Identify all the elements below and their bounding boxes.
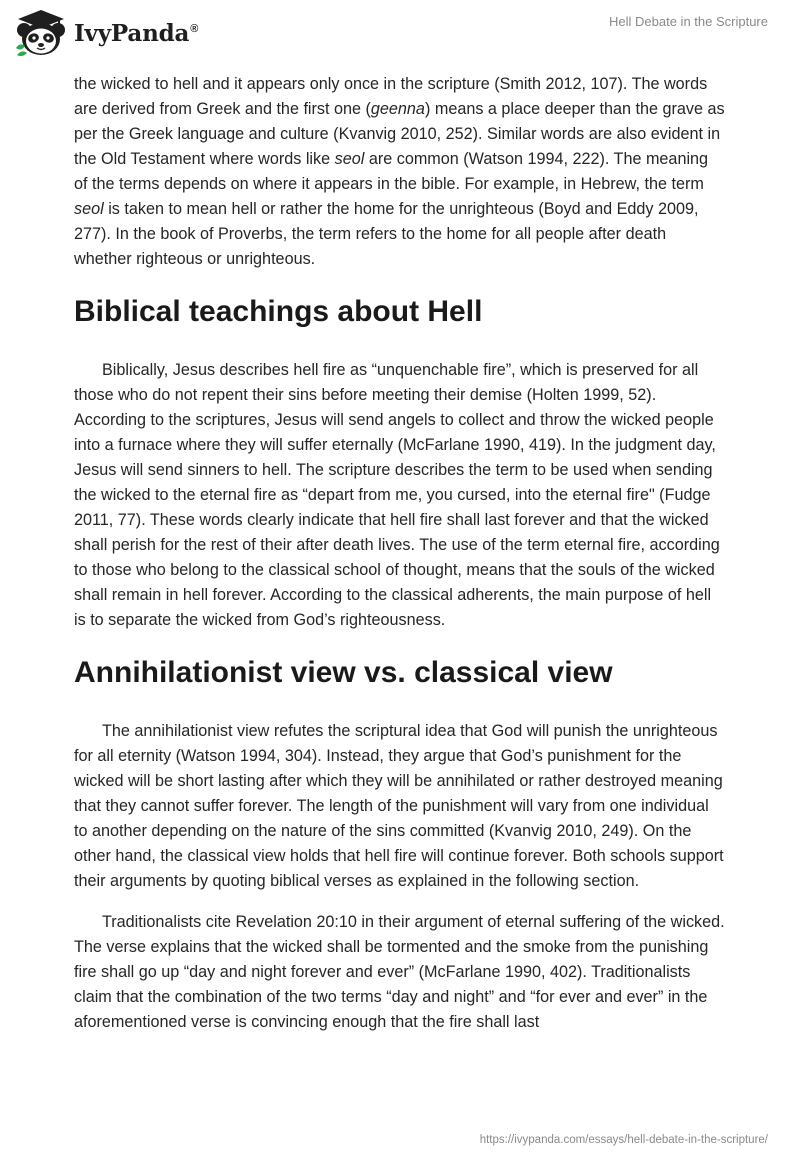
- document-title: Hell Debate in the Scripture: [609, 14, 768, 29]
- paragraph-annihilationist: The annihilationist view refutes the scriptural idea that God will punish the unrighteous for all eternity (Watson 1994, 304). Instead, they argue that God’s punishment for the wicked will be short lasting after which they will be annihilated or rather destroyed meaning that they cannot suffer forever. The length of the punishment will vary from one individual to another depending on the nature of the sins committed (Kvanvig 2010, 249). On the other hand, the classical view holds that hell fire will continue forever. Both schools support their arguments by quoting biblical verses as explained in the following section.: [74, 722, 724, 890]
- heading-annihilationist-view: Annihilationist view vs. classical view: [74, 656, 613, 689]
- panda-logo-icon: [14, 8, 68, 58]
- registered-mark: ®: [190, 22, 199, 35]
- brand-logo[interactable]: [14, 8, 198, 58]
- paragraph-intro-continuation: the wicked to hell and it appears only once in the scripture (Smith 2012, 107). The words are derived from Greek and the first one (geenna) means a place deeper than the grave as per the Greek language and culture (Kvanvig 2010, 252). Similar words are also evident in the Old Testament where words like seol are common (Watson 1994, 222). The meaning of the terms depends on where it appears in the bible. For example, in Hebrew, the term seol is taken to mean hell or rather the home for the unrighteous (Boyd and Eddy 2009, 277). In the book of Proverbs, the term refers to the home for all people after death whether righteous or unrighteous.: [74, 75, 725, 268]
- heading-biblical-teachings: Biblical teachings about Hell: [74, 295, 483, 328]
- paragraph-biblical-teachings: Biblically, Jesus describes hell fire as “unquenchable fire”, which is preserved for all those who do not repent their sins before meeting their demise (Holten 1999, 52). According to the scriptures, Jesus will send angels to collect and throw the wicked people into a furnace where they will suffer eternally (McFarlane 1990, 419). In the judgment day, Jesus will send sinners to hell. The scripture describes the term to be used when sending the wicked to the eternal fire as “depart from me, you cursed, into the eternal fire" (Fudge 2011, 77). These words clearly indicate that hell fire shall last forever and that the wicked shall perish for the rest of their after death lives. The use of the term eternal fire, according to those who belong to the classical school of thought, means that the souls of the wicked shall remain in hell forever. According to the classical adherents, the main purpose of hell is to separate the wicked from God’s righteousness.: [74, 361, 720, 629]
- paragraph-traditionalists: Traditionalists cite Revelation 20:10 in their argument of eternal suffering of the wicked. The verse explains that the wicked shall be tormented and the smoke from the punishing fire shall go up “day and night forever and ever” (McFarlane 1990, 402). Traditionalists claim that the combination of the two terms “day and night” and “for ever and ever” in the aforementioned verse is convincing enough that the fire shall last: [74, 913, 725, 1031]
- brand-name: IvyPanda®: [74, 19, 199, 47]
- term-geenna: geenna: [370, 100, 425, 118]
- essay-body: [74, 72, 726, 1051]
- page-header: [0, 0, 800, 66]
- source-url[interactable]: https://ivypanda.com/essays/hell-debate-in-the-scripture/: [479, 1134, 768, 1146]
- term-seol: seol: [334, 150, 365, 168]
- term-seol: seol: [74, 200, 104, 218]
